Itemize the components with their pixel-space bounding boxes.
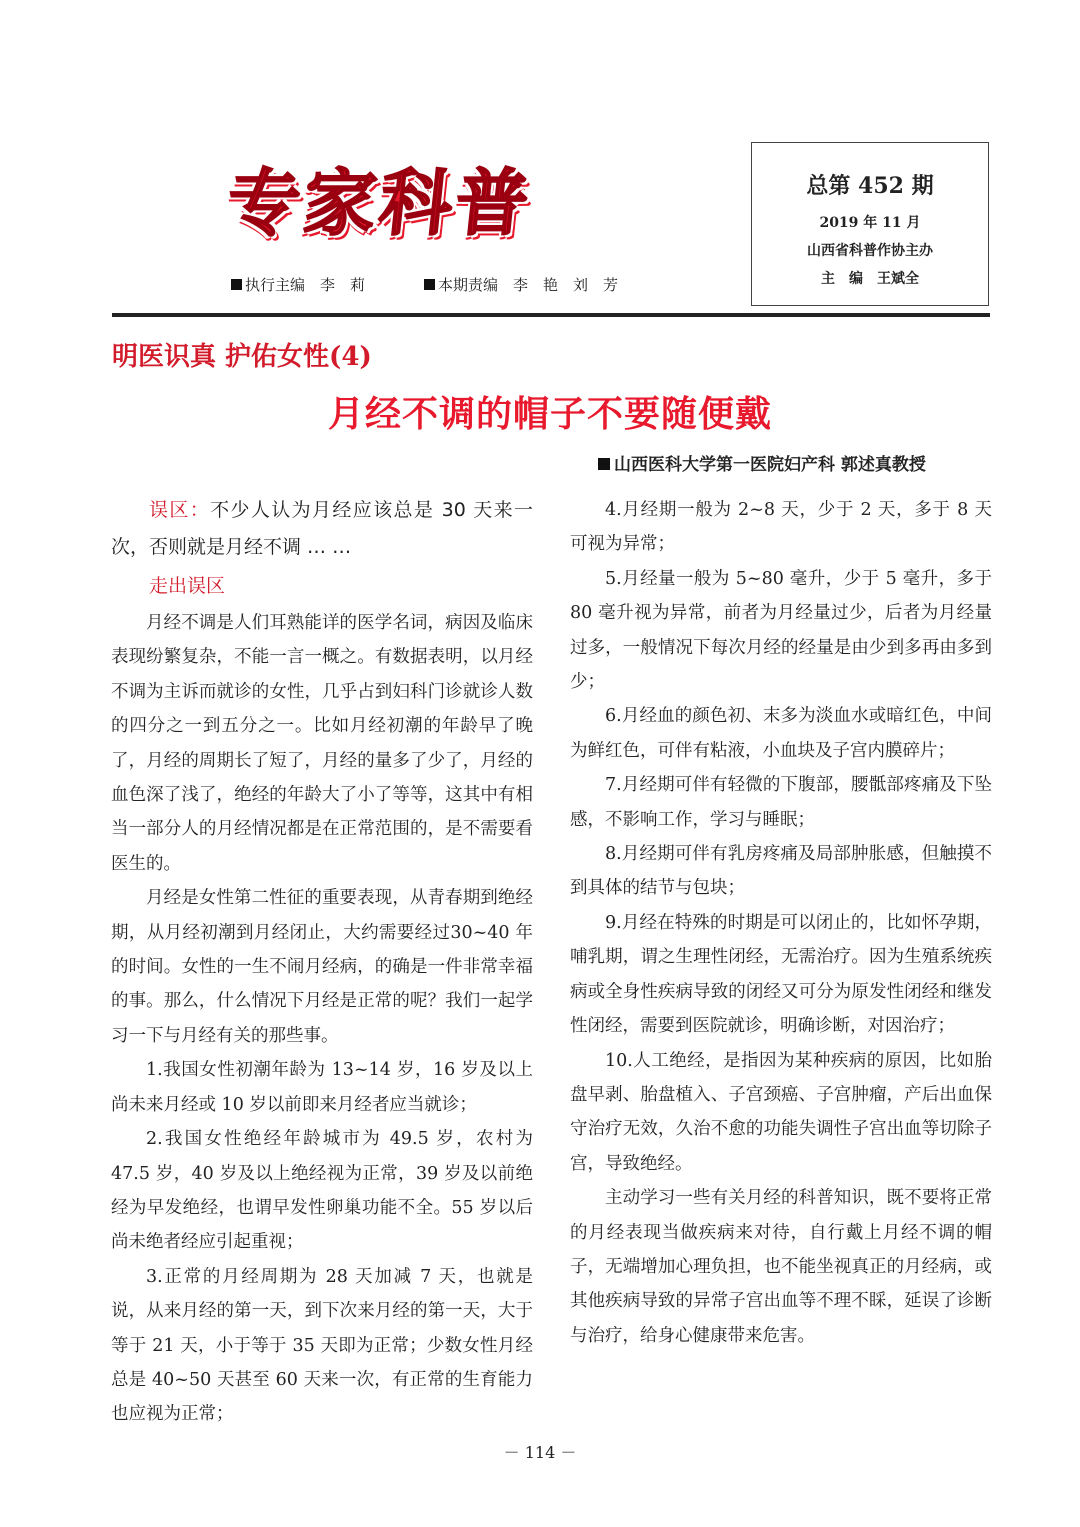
myth-text: 不少人认为月经应该总是 30 天来一次，否则就是月经不调 … … [111, 499, 533, 558]
paragraph: 10.人工绝经，是指因为某种疾病的原因，比如胎盘早剥、胎盘植入、子宫颈癌、子宫肿瘤，产后出血保守治疗无效，久治不愈的功能失调性子宫出血等切除子宫，导致绝经。 [570, 1050, 992, 1174]
author-line [598, 450, 926, 475]
issue-number: 总第 452 期 [806, 173, 934, 199]
paragraph: 7.月经期可伴有轻微的下腹部，腰骶部疼痛及下坠感，不影响工作，学习与睡眠； [570, 775, 992, 830]
exec-editor: 执行主编 李 莉 [245, 276, 366, 294]
sponsor: 山西省科普作协主办 [807, 243, 933, 259]
myth-statement [111, 492, 533, 566]
header-divider [112, 313, 990, 317]
magazine-logo: 专家科普 [223, 161, 537, 245]
paragraph: 9.月经在特殊的时期是可以闭止的，比如怀孕期，哺乳期，谓之生理性闭经，无需治疗。因为生殖系统疾病或全身性疾病导致的闭经又可分为原发性闭经和继发性闭经，需要到医院就诊，明确诊断，对因治疗； [570, 912, 992, 1037]
right-column [570, 493, 992, 1353]
series-title: 明医识真 护佑女性(4) [112, 342, 372, 372]
issue-editors-line [424, 274, 618, 295]
myth-label: 误区： [149, 499, 211, 521]
paragraph: 5.月经量一般为 5~80 毫升，少于 5 毫升，多于80 毫升视为异常，前者为月经量过少，后者为月经量过多，一般情况下每次月经的经量是由少到多再由多到少； [570, 568, 992, 693]
page-number: － 114 － [503, 1443, 577, 1462]
paragraph: 月经是女性第二性征的重要表现，从青春期到绝经期，从月经初潮到月经闭止，大约需要经过30~40 年的时间。女性的一生不闹月经病，的确是一件非常幸福的事。那么，什么情况下月经是正常的呢？我们一起学习一下与月经有关的那些事。 [111, 888, 533, 1046]
paragraph: 主动学习一些有关月经的科普知识，既不要将正常的月经表现当做疾病来对待，自行戴上月经不调的帽子，无端增加心理负担，也不能坐视真正的月经病，或其他疾病导致的异常子宫出血等不理不睬，延误了诊断与治疗，给身心健康带来危害。 [570, 1188, 992, 1346]
paragraph: 8.月经期可伴有乳房疼痛及局部肿胀感，但触摸不到具体的结节与包块； [570, 844, 992, 899]
paragraph: 6.月经血的颜色初、末多为淡血水或暗红色，中间为鲜红色，可伴有粘液，小血块及子宫内膜碎片； [570, 706, 992, 761]
issue-info-box [751, 142, 989, 306]
paragraph: 2.我国女性绝经年龄城市为 49.5 岁，农村为 47.5 岁，40 岁及以上绝经视为正常，39 岁及以前绝经为早发绝经，也谓早发性卵巢功能不全。55 岁以后尚未绝者经应引起重视； [111, 1129, 533, 1253]
paragraph: 1.我国女性初潮年龄为 13~14 岁，16 岁及以上尚未来月经或 10 岁以前即来月经者应当就诊； [111, 1060, 533, 1115]
square-bullet-icon [424, 279, 435, 290]
section-subhead: 走出误区 [149, 575, 226, 597]
chief-editor: 主 编 王斌全 [821, 271, 919, 287]
left-column [111, 492, 533, 1432]
issue-date: 2019 年 11 月 [819, 215, 921, 231]
issue-editors: 本期责编 李 艳 刘 芳 [438, 276, 619, 294]
paragraph: 4.月经期一般为 2~8 天，少于 2 天，多于 8 天可视为异常； [570, 500, 992, 555]
article-headline: 月经不调的帽子不要随便戴 [327, 394, 772, 435]
exec-editor-line [231, 274, 365, 295]
paragraph: 月经不调是人们耳熟能详的医学名词，病因及临床表现纷繁复杂，不能一言一概之。有数据表明，以月经不调为主诉而就诊的女性，几乎占到妇科门诊就诊人数的四分之一到五分之一。比如月经初潮的年龄早了晚了，月经的周期长了短了，月经的量多了少了，月经的血色深了浅了，绝经的年龄大了小了等等，这其中有相当一部分人的月经情况都是在正常范围的，是不需要看医生的。 [111, 613, 533, 874]
square-bullet-icon [598, 458, 610, 470]
author: 山西医科大学第一医院妇产科 郭述真教授 [614, 455, 926, 475]
square-bullet-icon [231, 279, 242, 290]
paragraph: 3.正常的月经周期为 28 天加减 7 天，也就是说，从来月经的第一天，到下次来月经的第一天，大于等于 21 天，小于等于 35 天即为正常；少数女性月经总是 40~50 天甚至 60 天来一次，有正常的生育能力也应视为正常； [111, 1266, 533, 1425]
